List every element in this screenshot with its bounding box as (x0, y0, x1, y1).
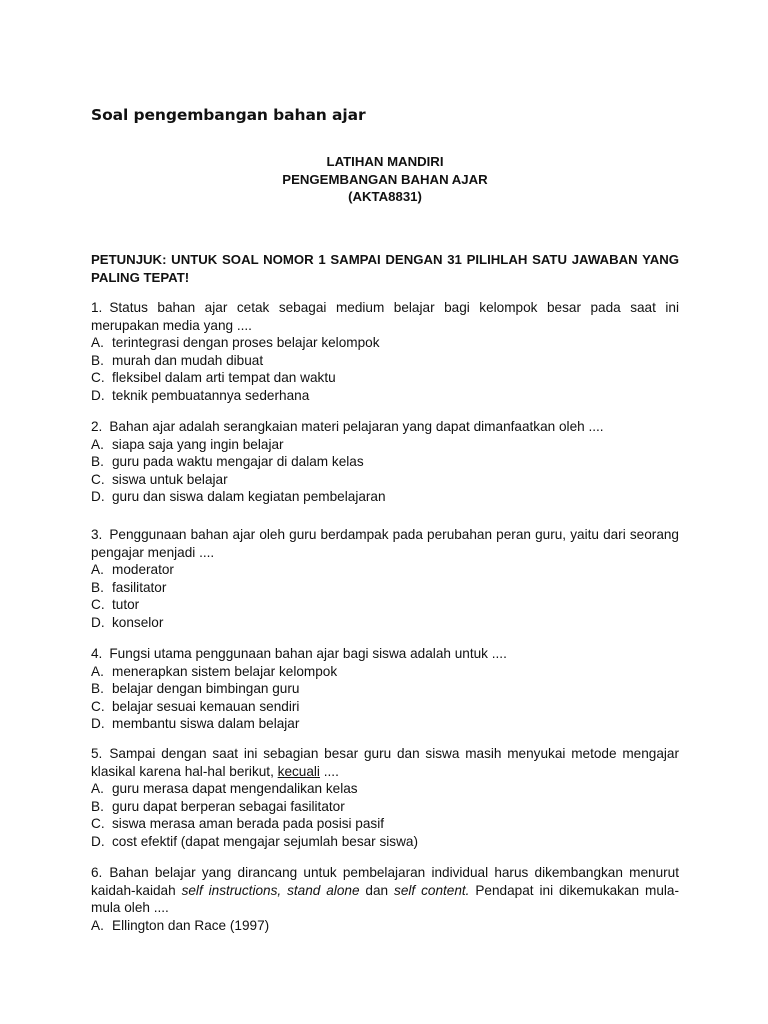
option-c (91, 815, 679, 833)
option-letter: B. (91, 579, 104, 595)
question-text: Fungsi utama penggunaan bahan ajar bagi siswa adalah untuk .... (109, 646, 507, 661)
option-text: siswa untuk belajar (112, 471, 228, 487)
question-stem (91, 299, 679, 334)
instruction-text: PETUNJUK: UNTUK SOAL NOMOR 1 SAMPAI DENGAN 31 PILIHLAH SATU JAWABAN YANG PALING TEPAT! (91, 252, 679, 285)
option-text: moderator (112, 562, 174, 578)
option-text: guru merasa dapat mengendalikan kelas (112, 781, 358, 797)
question-text: Bahan belajar yang dirancang untuk pembelajaran individual harus dikembangkan menurut kaidah-kaidah (91, 865, 679, 898)
question-text-end: .... (319, 763, 339, 779)
option-a (91, 334, 679, 352)
question-number: 1. (91, 300, 103, 315)
header-line-2: PENGEMBANGAN BAHAN AJAR (282, 171, 488, 187)
option-text: murah dan mudah dibuat (112, 352, 264, 368)
option-text: guru dan siswa dalam kegiatan pembelajaran (112, 489, 386, 505)
question-number: 6. (91, 865, 103, 880)
option-text: konselor (112, 614, 164, 630)
option-b (91, 680, 679, 698)
question-stem (91, 864, 679, 917)
question-text: Status bahan ajar cetak sebagai medium belajar bagi kelompok besar pada saat ini merupakan media yang .... (91, 300, 679, 333)
option-letter: C. (91, 816, 105, 832)
option-text: belajar dengan bimbingan guru (112, 681, 300, 697)
question-text-underlined: kecuali (277, 763, 320, 779)
option-letter: A. (91, 663, 104, 679)
option-text: belajar sesuai kemauan sendiri (112, 698, 300, 714)
option-letter: D. (91, 489, 105, 505)
option-text: menerapkan sistem belajar kelompok (112, 663, 338, 679)
question-number: 4. (91, 646, 103, 661)
question-text-end: Pendapat ini dikemukakan mula-mula oleh .... (91, 882, 679, 916)
option-b (91, 352, 679, 370)
option-letter: D. (91, 387, 105, 403)
option-text: siswa merasa aman berada pada posisi pasif (112, 816, 385, 832)
option-letter: B. (91, 454, 104, 470)
option-letter: D. (91, 833, 105, 849)
option-letter: C. (91, 370, 105, 386)
option-text: fasilitator (112, 579, 167, 595)
option-c (91, 471, 679, 489)
option-letter: D. (91, 716, 105, 732)
option-letter: A. (91, 917, 104, 933)
option-letter: B. (91, 681, 104, 697)
header-line-1: LATIHAN MANDIRI (326, 154, 444, 169)
question-text-italic-2: self content. (394, 882, 470, 898)
option-text: Ellington dan Race (1997) (112, 917, 270, 933)
question-5 (91, 745, 679, 851)
question-4 (91, 645, 679, 733)
question-stem (91, 418, 679, 436)
question-text: Sampai dengan saat ini sebagian besar guru dan siswa masih menyukai metode mengajar klasikal karena hal-hal berikut, (91, 746, 679, 779)
option-letter: D. (91, 614, 105, 630)
option-letter: A. (91, 436, 104, 452)
option-letter: B. (91, 352, 104, 368)
option-text: guru pada waktu mengajar di dalam kelas (112, 454, 364, 470)
option-d (91, 833, 679, 851)
option-d (91, 387, 679, 405)
option-text: siapa saja yang ingin belajar (112, 436, 284, 452)
exam-header (91, 153, 679, 206)
option-text: terintegrasi dengan proses belajar kelompok (112, 335, 380, 351)
option-letter: C. (91, 471, 105, 487)
option-a (91, 780, 679, 798)
option-d (91, 614, 679, 632)
option-a (91, 917, 679, 935)
option-letter: A. (91, 562, 104, 578)
question-1 (91, 299, 679, 405)
question-6 (91, 864, 679, 934)
question-3 (91, 526, 679, 632)
option-c (91, 596, 679, 614)
option-letter: A. (91, 335, 104, 351)
option-letter: A. (91, 781, 104, 797)
option-text: teknik pembuatannya sederhana (112, 387, 310, 403)
question-text-italic-1: self instructions, stand alone (181, 882, 360, 898)
question-text: Bahan ajar adalah serangkaian materi pelajaran yang dapat dimanfaatkan oleh .... (109, 419, 604, 434)
option-letter: C. (91, 698, 105, 714)
option-text: guru dapat berperan sebagai fasilitator (112, 798, 345, 814)
question-number: 3. (91, 527, 103, 542)
option-b (91, 798, 679, 816)
option-letter: C. (91, 597, 105, 613)
header-line-3: (AKTA8831) (348, 189, 422, 205)
question-stem (91, 526, 679, 561)
option-a (91, 561, 679, 579)
option-text: membantu siswa dalam belajar (112, 716, 300, 732)
question-2 (91, 418, 679, 506)
option-b (91, 579, 679, 597)
question-stem (91, 645, 679, 663)
option-d (91, 715, 679, 733)
option-text: fleksibel dalam arti tempat dan waktu (112, 370, 336, 386)
option-text: tutor (112, 597, 140, 613)
question-number: 5. (91, 746, 103, 761)
document-title: Soal pengembangan bahan ajar (91, 106, 366, 124)
option-d (91, 488, 679, 506)
question-text: Penggunaan bahan ajar oleh guru berdampak pada perubahan peran guru, yaitu dari seorang pengajar menjadi .... (91, 527, 679, 560)
question-stem (91, 745, 679, 780)
question-number: 2. (91, 419, 103, 434)
option-a (91, 663, 679, 681)
question-text-mid: dan (359, 882, 395, 898)
option-c (91, 698, 679, 716)
option-c (91, 369, 679, 387)
option-letter: B. (91, 798, 104, 814)
option-a (91, 436, 679, 454)
option-text: cost efektif (dapat mengajar sejumlah besar siswa) (112, 833, 418, 849)
option-b (91, 453, 679, 471)
